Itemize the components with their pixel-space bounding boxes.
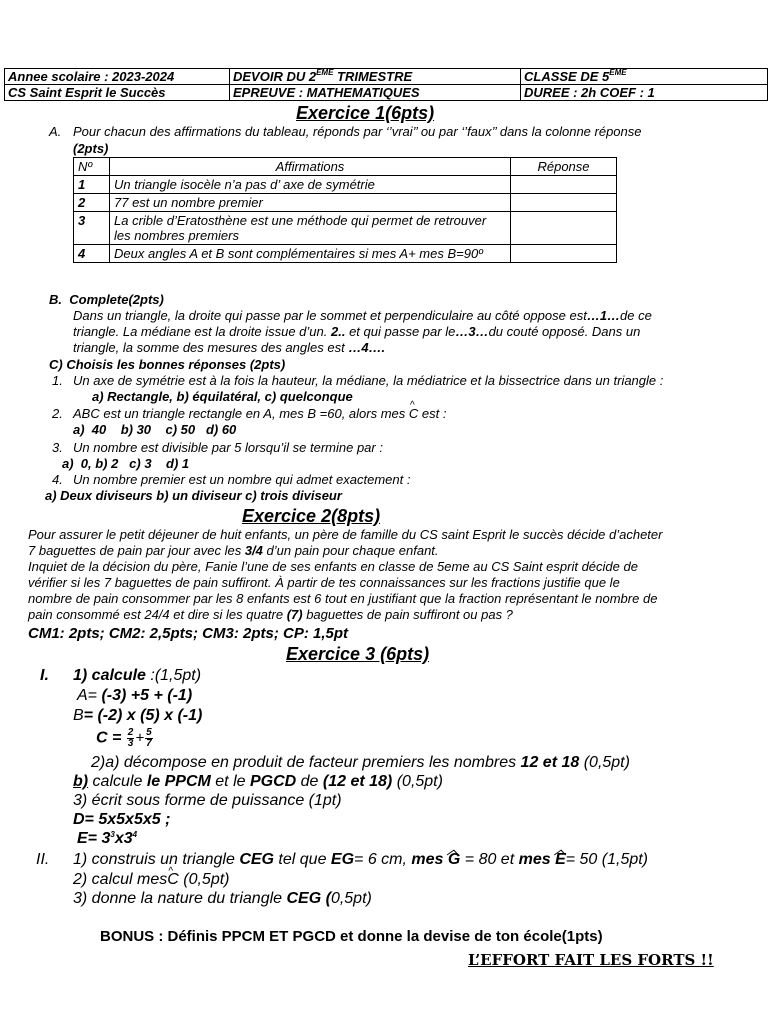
ex2-line-6: pain consommé est 24/4 et dire si les quatre (7) baguettes de pain suffiront ou pas ? [28, 607, 513, 622]
affirmations-table [73, 157, 617, 263]
fraction-2-3: $\frac{2}{3}$ [127, 727, 134, 749]
ppcm-pgcd-instruction: b) calcule le PPCM et le PGCD de (12 et 18) (0,5pt) [73, 773, 443, 790]
q3-options: a) 0, b) 2 c) 3 d) 1 [62, 456, 190, 471]
col-affirmations: Affirmations [110, 158, 511, 176]
ex2-line-5: nombre de pain consommer par les 8 enfants est 6 tout en justifiant que la fraction représentant le nombre de [28, 591, 658, 606]
col-number: Nº [74, 158, 110, 176]
angle-instruction: 2) calcul mes^ C (0,5pt) [73, 870, 230, 889]
calc-instruction: 1) calcule :(1,5pt) [73, 667, 202, 684]
nature-instruction: 3) donne la nature du triangle CEG (0,5pt) [73, 890, 372, 907]
q4-options: a) Deux diviseurs b) un diviseur c) trois diviseur [45, 488, 342, 503]
decompose-instruction: 2)a) décompose en produit de facteur premiers les nombres 12 et 18 (0,5pt) [91, 754, 630, 771]
expression-b: B= (-2) x (5) x (-1) [73, 707, 203, 724]
ex2-line-4: vérifier si les 7 baguettes de pain suffiront. À partir de tes connaissances sur les fractions justifie que le [28, 575, 620, 590]
part-b-label: B. Complete(2pts) [49, 292, 164, 307]
exercise-1-title: Exercice 1(6pts) [296, 103, 435, 123]
part-a-points: (2pts) [73, 141, 109, 156]
answer-cell[interactable] [511, 176, 617, 194]
part-ii-label: II. [36, 851, 50, 868]
answer-cell[interactable] [511, 194, 617, 212]
power-instruction: 3) écrit sous forme de puissance (1pt) [73, 792, 342, 809]
school-motto: L’EFFORT FAIT LES FORTS !! [468, 951, 714, 969]
q2-text: ABC est un triangle rectangle en A, mes ‾ B =60, alors mes ^ C est : [73, 406, 446, 422]
ex2-line-1: Pour assurer le petit déjeuner de huit enfants, un père de famille du CS saint Esprit le succès décide d’acheter [28, 527, 663, 542]
part-b-line-3: triangle, la somme des mesures des angles est …4…. [73, 340, 386, 355]
part-b-line-2: triangle. La médiane est la droite issue d’un. 2.. et qui passe par le…3…du couté opposé. Dans un [73, 324, 641, 339]
ex2-line-3: Inquiet de la décision du père, Fanie l’une de ses enfants en classe de 5eme au CS Saint esprit décide de [28, 559, 638, 574]
table-row: 2 77 est un nombre premier [74, 194, 617, 212]
answer-cell[interactable] [511, 212, 617, 245]
q2-options: a) 40 b) 30 c) 50 d) 60 [73, 422, 237, 437]
expression-e: $E= 3^3x3^4$ [77, 830, 138, 847]
q4-text: Un nombre premier est un nombre qui admet exactement : [73, 472, 411, 487]
duration: DUREE : 2h COEF : 1 [521, 85, 768, 101]
part-b-line-1: Dans un triangle, la droite qui passe par le sommet et perpendiculaire au côté oppose est…1…de ce [73, 308, 652, 323]
ex2-grading-criteria: CM1: 2pts; CM2: 2,5pts; CM3: 2pts; CP: 1,5pt [28, 625, 349, 642]
bonus-question: BONUS : Définis PPCM ET PGCD et donne la devise de ton école(1pts) [100, 928, 603, 945]
q1-options: a) Rectangle, b) équilatéral, c) quelconque [92, 389, 353, 404]
col-reponse: Réponse [511, 158, 617, 176]
q1-text: Un axe de symétrie est à la fois la hauteur, la médiane, la médiatrice et la bissectrice dans un triangle : [73, 373, 664, 388]
q4-number: 4. [52, 472, 63, 487]
q1-number: 1. [52, 373, 63, 388]
header-table [4, 68, 768, 101]
table-row: 3 La crible d’Eratosthène est une méthode qui permet de retrouver les nombres premiers [74, 212, 617, 245]
answer-cell[interactable] [511, 245, 617, 263]
q3-text: Un nombre est divisible par 5 lorsqu’il se termine par : [73, 440, 383, 455]
expression-c: C = $\frac{2}{3}$ + $\frac{5}{7}$ [96, 727, 152, 749]
fraction-5-7: $\frac{5}{7}$ [146, 727, 152, 749]
part-c-title: C) Choisis les bonnes réponses (2pts) [49, 357, 286, 372]
part-a-instructions: Pour chacun des affirmations du tableau, réponds par ‘’vrai’’ ou par ‘’faux’’ dans la colonne réponse [73, 124, 642, 139]
table-row: 4 Deux angles A et B sont complémentaires si mes A+ mes B=90º [74, 245, 617, 263]
devoir-title: DEVOIR DU 2EME TRIMESTRE [230, 69, 521, 85]
subject: EPREUVE : MATHEMATIQUES [230, 85, 521, 101]
class-label: CLASSE DE 5EME [521, 69, 768, 85]
part-a-label: A. [49, 124, 62, 139]
part-i-label: I. [40, 667, 49, 684]
expression-d: D= 5x5x5x5 ; [73, 811, 171, 828]
exercise-3-title: Exercice 3 (6pts) [286, 644, 430, 664]
expression-a: A= (-3) +5 + (-1) [77, 687, 193, 704]
construct-instruction: 1) construis un triangle CEG tel que EG= 6 cm, mes ︿ G = 80 et mes ︿ E= 50 (1,5pt) [73, 850, 648, 869]
table-row: 1 Un triangle isocèle n’a pas d’ axe de symétrie [74, 176, 617, 194]
school-name: CS Saint Esprit le Succès [5, 85, 230, 101]
q2-number: 2. [52, 406, 63, 421]
school-year: Annee scolaire : 2023-2024 [5, 69, 230, 85]
ex2-line-2: 7 baguettes de pain par jour avec les 3/4 d’un pain pour chaque enfant. [28, 543, 439, 558]
exercise-2-title: Exercice 2(8pts) [242, 506, 381, 526]
q3-number: 3. [52, 440, 63, 455]
